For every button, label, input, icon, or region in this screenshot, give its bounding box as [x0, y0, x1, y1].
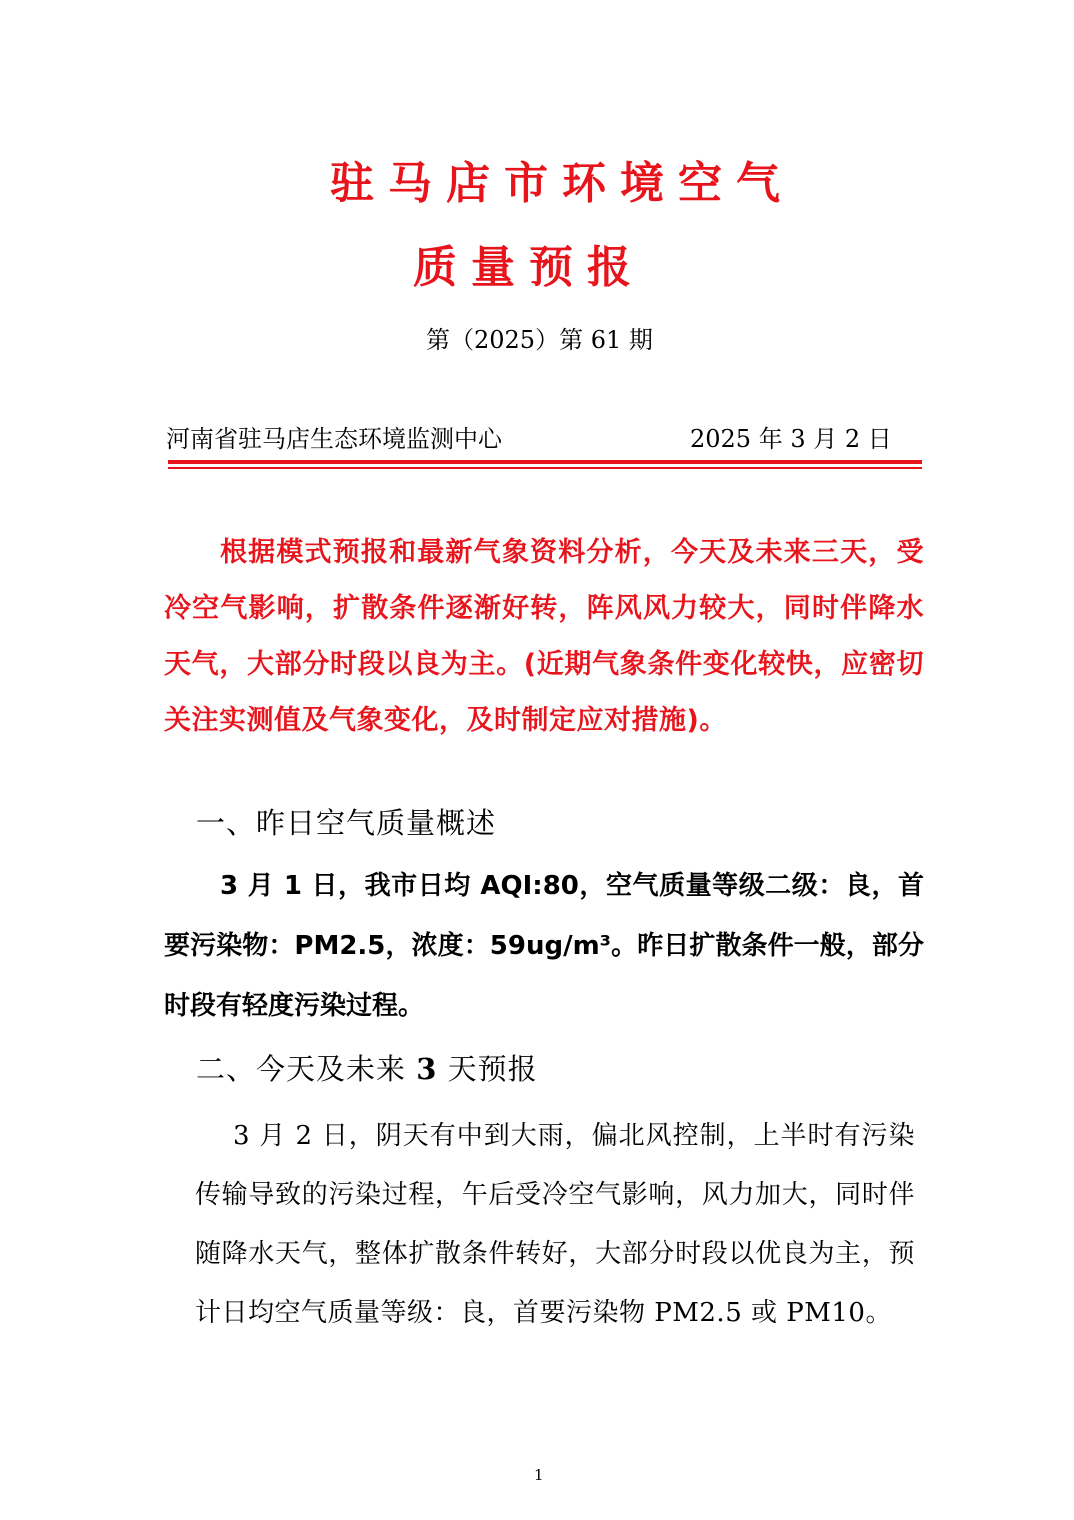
- header-divider-thin: [168, 467, 922, 469]
- section-heading-forecast-prefix: 二、今天及未来: [196, 1052, 407, 1086]
- section-heading-forecast: [196, 1052, 538, 1087]
- section-body-forecast: 3 月 2 日，阴天有中到大雨，偏北风控制，上半时有污染传输导致的污染过程，午后受冷空气影响，风力加大，同时伴随降水天气，整体扩散条件转好，大部分时段以优良为主，预计日均空气质量等级：良，首要污染物 PM2.5 或 PM10。: [195, 1121, 915, 1328]
- report-title-line-1: 驻马店市环境空气: [330, 158, 794, 209]
- issuer-name: 河南省驻马店生态环境监测中心: [166, 425, 502, 453]
- section-body-yesterday: 3 月 1 日，我市日均 AQI:80，空气质量等级二级：良，首要污染物：PM2.5，浓度：59ug/m³。昨日扩散条件一般，部分时段有轻度污染过程。: [164, 871, 924, 1021]
- section-heading-yesterday: 一、昨日空气质量概述: [196, 806, 497, 840]
- section-heading-forecast-number: 3: [416, 1052, 438, 1086]
- section-heading-forecast-suffix: 天预报: [447, 1052, 538, 1086]
- issue-date: 2025 年 3 月 2 日: [690, 425, 892, 453]
- header-divider-thick: [168, 460, 922, 464]
- page-number: 1: [534, 1466, 544, 1484]
- report-title-line-2: 质量预报: [413, 242, 645, 293]
- issue-number: 第（2025）第 61 期: [426, 326, 653, 354]
- forecast-summary-notice: 根据模式预报和最新气象资料分析，今天及未来三天，受冷空气影响，扩散条件逐渐好转，阵风风力较大，同时伴降水天气，大部分时段以良为主。(近期气象条件变化较快，应密切关注实测值及气象变化，及时制定应对措施)。: [164, 537, 924, 736]
